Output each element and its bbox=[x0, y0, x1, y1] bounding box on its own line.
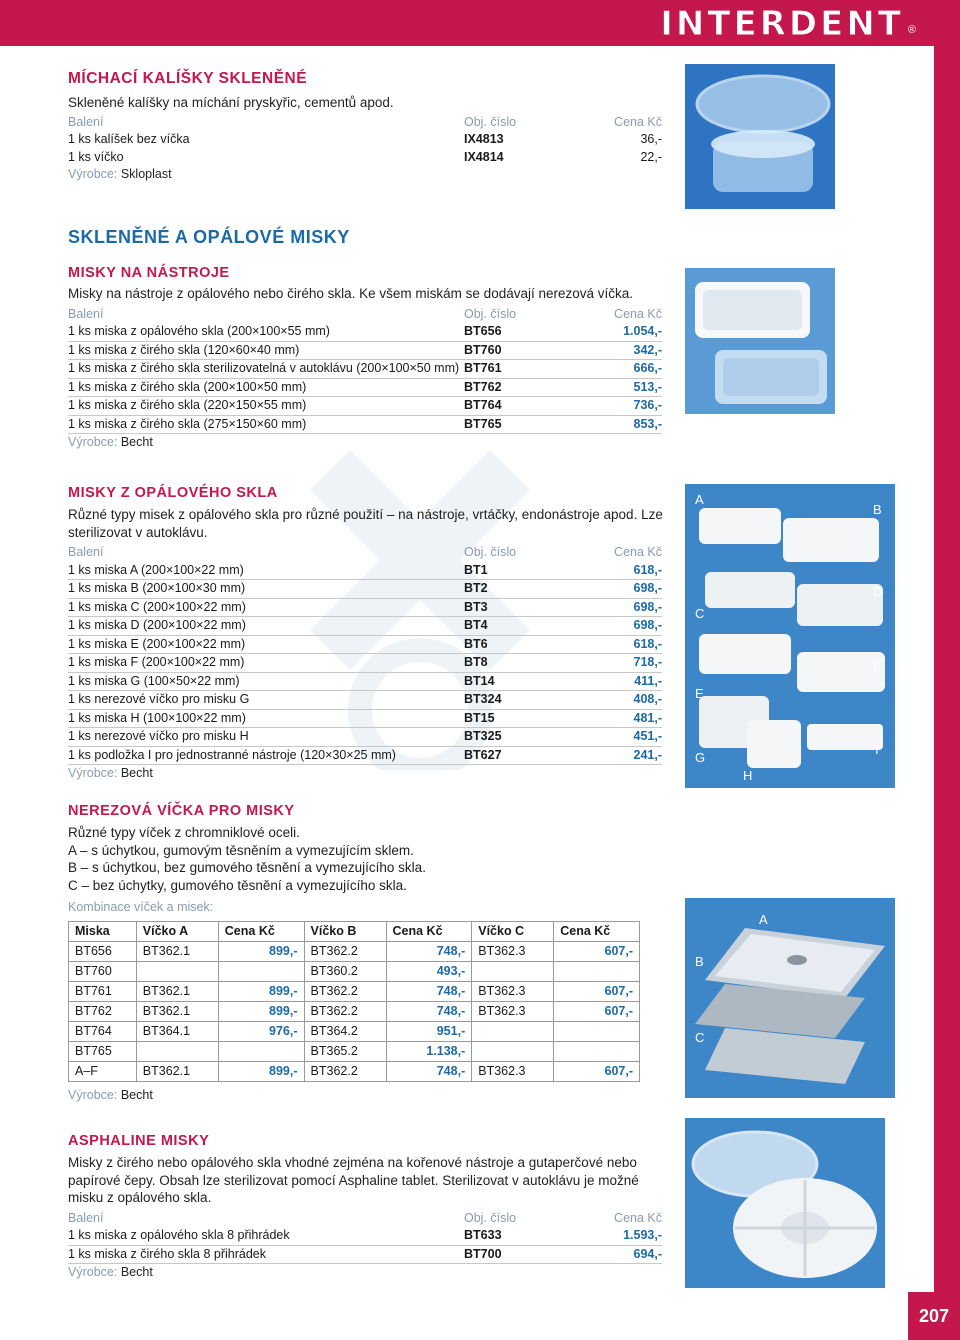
row-pack: 1 ks nerezové víčko pro misku G bbox=[68, 691, 464, 710]
col-head-price: Cena Kč bbox=[614, 114, 662, 129]
col-head-code: Obj. číslo bbox=[464, 114, 517, 129]
combo-cell: BT364.1 bbox=[136, 1021, 218, 1041]
image-label: E bbox=[695, 686, 704, 701]
combo-head: Miska bbox=[69, 921, 137, 941]
image-label: C bbox=[695, 606, 705, 621]
image-label: A bbox=[759, 912, 768, 927]
image-label: D bbox=[873, 584, 883, 599]
col-head-pack: Balení bbox=[68, 545, 104, 559]
combo-head: Víčko B bbox=[304, 921, 386, 941]
manufacturer: Výrobce: Becht bbox=[68, 1087, 153, 1102]
manufacturer: Výrobce: Skloplast bbox=[68, 167, 172, 181]
row-price: 736,- bbox=[582, 397, 662, 416]
row-code: BT3 bbox=[464, 598, 582, 617]
table-row bbox=[68, 691, 662, 710]
combo-cell: BT656 bbox=[69, 941, 137, 961]
combo-cell: BT362.1 bbox=[136, 1061, 218, 1081]
table-row bbox=[68, 709, 662, 728]
page-number: 207 bbox=[908, 1292, 960, 1340]
combo-cell: 1.138,- bbox=[386, 1041, 472, 1061]
row-code: BT760 bbox=[464, 341, 582, 360]
row-pack: 1 ks víčko bbox=[68, 149, 124, 164]
col-head-code: Obj. číslo bbox=[464, 306, 517, 321]
section-title: SKLENĚNÉ A OPÁLOVÉ MISKY bbox=[68, 227, 350, 247]
row-pack: 1 ks miska G (100×50×22 mm) bbox=[68, 672, 464, 691]
glass-trays-image bbox=[685, 268, 835, 414]
section-title: MÍCHACÍ KALÍŠKY SKLENĚNÉ bbox=[68, 70, 308, 87]
table-row bbox=[68, 617, 662, 636]
row-code: BT325 bbox=[464, 728, 582, 747]
row-price: 342,- bbox=[582, 341, 662, 360]
row-pack: 1 ks miska A (200×100×22 mm) bbox=[68, 562, 464, 580]
image-label: H bbox=[743, 768, 753, 783]
image-label: B bbox=[873, 502, 882, 517]
row-pack: 1 ks miska z opálového skla 8 přihrádek bbox=[68, 1227, 464, 1245]
table-row bbox=[68, 635, 662, 654]
row-price: 451,- bbox=[582, 728, 662, 747]
lids-desc-line: A – s úchytkou, gumovým těsněním a vymezujícím sklem. bbox=[68, 842, 414, 858]
combo-cell: BT360.2 bbox=[304, 961, 386, 981]
row-price: 853,- bbox=[582, 415, 662, 434]
section-description: Skleněné kalíšky na míchání pryskyřic, cementů apod. bbox=[68, 95, 394, 110]
image-label: I bbox=[875, 742, 879, 757]
section-description: Misky z čirého nebo opálového skla vhodné zejména na kořenové nástroje a gutaperčové nebo papírové čepy. Obsah lze sterilizovat pomocí Asphaline tablet. Sterilizovat v autoklávu je možné misku z opálového skla. bbox=[68, 1155, 639, 1205]
col-head-price: Cena Kč bbox=[614, 306, 662, 321]
combo-cell: BT762 bbox=[69, 1001, 137, 1021]
combo-cell bbox=[554, 1021, 640, 1041]
row-code: BT4 bbox=[464, 617, 582, 636]
glass-trays-illustration bbox=[685, 268, 835, 414]
combo-cell: BT362.3 bbox=[472, 1001, 554, 1021]
table-row bbox=[68, 654, 662, 673]
row-price: 1.054,- bbox=[582, 323, 662, 341]
combo-cell bbox=[472, 1021, 554, 1041]
combo-cell: BT362.3 bbox=[472, 941, 554, 961]
manufacturer: Výrobce: Becht bbox=[68, 766, 153, 780]
combo-cell bbox=[218, 1041, 304, 1061]
combo-head: Víčko A bbox=[136, 921, 218, 941]
table-row bbox=[68, 341, 662, 360]
steel-lids-illustration bbox=[685, 898, 895, 1098]
combo-cell: BT362.3 bbox=[472, 1061, 554, 1081]
row-pack: 1 ks miska z čirého skla (275×150×60 mm) bbox=[68, 415, 464, 434]
opal-dishes-image bbox=[685, 484, 895, 788]
combo-cell: 951,- bbox=[386, 1021, 472, 1041]
combo-row bbox=[69, 941, 640, 961]
combo-cell: BT362.2 bbox=[304, 941, 386, 961]
row-price: 241,- bbox=[582, 746, 662, 765]
combo-row bbox=[69, 1001, 640, 1021]
combo-cell: BT761 bbox=[69, 981, 137, 1001]
image-label: F bbox=[873, 660, 881, 675]
subsection-title: MISKY NA NÁSTROJE bbox=[68, 265, 230, 281]
opal-dishes-illustration bbox=[685, 484, 895, 788]
asphaline-illustration bbox=[685, 1118, 885, 1288]
table-row bbox=[68, 360, 662, 379]
combo-cell: BT764 bbox=[69, 1021, 137, 1041]
price-table bbox=[68, 114, 662, 167]
combo-cell: BT365.2 bbox=[304, 1041, 386, 1061]
combo-cell bbox=[472, 1041, 554, 1061]
row-price: 1.593,- bbox=[582, 1227, 662, 1245]
row-pack: 1 ks miska z čirého skla sterilizovatelná v autoklávu (200×100×50 mm) bbox=[68, 360, 464, 379]
row-pack: 1 ks miska z čirého skla (220×150×55 mm) bbox=[68, 397, 464, 416]
combo-row bbox=[69, 1041, 640, 1061]
combo-table bbox=[68, 921, 640, 1082]
section-opal bbox=[68, 484, 668, 783]
row-code: BT14 bbox=[464, 672, 582, 691]
row-price: 411,- bbox=[582, 672, 662, 691]
combo-cell: 607,- bbox=[554, 1001, 640, 1021]
table-row bbox=[68, 149, 662, 167]
asphaline-dish-image bbox=[685, 1118, 885, 1288]
combo-cell: BT362.1 bbox=[136, 981, 218, 1001]
row-pack: 1 ks miska z čirého skla 8 přihrádek bbox=[68, 1245, 464, 1264]
combo-cell: BT765 bbox=[69, 1041, 137, 1061]
combo-cell: 607,- bbox=[554, 1061, 640, 1081]
row-price: 408,- bbox=[582, 691, 662, 710]
combo-cell: 899,- bbox=[218, 941, 304, 961]
row-price: 513,- bbox=[582, 378, 662, 397]
row-pack: 1 ks miska C (200×100×22 mm) bbox=[68, 598, 464, 617]
row-code: BT700 bbox=[464, 1245, 582, 1264]
combo-cell: 899,- bbox=[218, 1061, 304, 1081]
image-label: C bbox=[695, 1030, 705, 1045]
row-code: BT1 bbox=[464, 562, 582, 580]
row-pack: 1 ks miska z opálového skla (200×100×55 mm) bbox=[68, 323, 464, 341]
manufacturer: Výrobce: Becht bbox=[68, 435, 153, 449]
table-row bbox=[68, 746, 662, 765]
table-row bbox=[68, 323, 662, 341]
row-pack: 1 ks podložka I pro jednostranné nástroje (120×30×25 mm) bbox=[68, 746, 464, 765]
section-dishes bbox=[68, 226, 668, 452]
row-price: 481,- bbox=[582, 709, 662, 728]
table-row bbox=[68, 1227, 662, 1245]
combo-cell: 607,- bbox=[554, 981, 640, 1001]
row-pack: 1 ks miska H (100×100×22 mm) bbox=[68, 709, 464, 728]
row-code: BT656 bbox=[464, 323, 582, 341]
combo-head: Cena Kč bbox=[386, 921, 472, 941]
section-lids bbox=[68, 802, 668, 1104]
combo-cell: BT362.1 bbox=[136, 1001, 218, 1021]
combo-cell: 748,- bbox=[386, 1001, 472, 1021]
row-code: BT762 bbox=[464, 378, 582, 397]
row-code: BT324 bbox=[464, 691, 582, 710]
row-price: 618,- bbox=[582, 635, 662, 654]
section-description: Misky na nástroje z opálového nebo čirého skla. Ke všem miskám se dodávají nerezová víčka. bbox=[68, 286, 634, 301]
row-code: IX4814 bbox=[464, 149, 504, 164]
price-table bbox=[68, 544, 662, 765]
lids-desc-line: C – bez úchytky, gumového těsnění a vymezujícího skla. bbox=[68, 877, 407, 893]
table-row bbox=[68, 131, 662, 149]
section-glass-cups bbox=[68, 70, 668, 184]
combo-row bbox=[69, 1061, 640, 1081]
top-bar bbox=[0, 0, 960, 46]
row-pack: 1 ks miska z čirého skla (200×100×50 mm) bbox=[68, 378, 464, 397]
row-code: BT627 bbox=[464, 746, 582, 765]
col-head-code: Obj. číslo bbox=[464, 1210, 517, 1225]
combo-head: Víčko C bbox=[472, 921, 554, 941]
combo-cell: BT362.3 bbox=[472, 981, 554, 1001]
combo-cell bbox=[472, 961, 554, 981]
row-pack: 1 ks miska E (200×100×22 mm) bbox=[68, 635, 464, 654]
col-head-pack: Balení bbox=[68, 306, 104, 321]
row-code: BT633 bbox=[464, 1227, 582, 1245]
combo-head-row bbox=[69, 921, 640, 941]
row-code: BT2 bbox=[464, 580, 582, 599]
row-price: 698,- bbox=[582, 598, 662, 617]
combo-cell: 748,- bbox=[386, 981, 472, 1001]
image-label: G bbox=[695, 750, 706, 765]
combo-cell bbox=[554, 1041, 640, 1061]
row-price: 22,- bbox=[640, 149, 662, 164]
combo-cell: 748,- bbox=[386, 1061, 472, 1081]
section-description: Různé typy misek z opálového skla pro různé použití – na nástroje, vrtáčky, endonástroje apod. Lze sterilizovat v autoklávu. bbox=[68, 507, 663, 540]
image-label: A bbox=[695, 492, 704, 507]
price-table bbox=[68, 306, 662, 435]
combo-row bbox=[69, 961, 640, 981]
row-code: BT765 bbox=[464, 415, 582, 434]
row-price: 698,- bbox=[582, 580, 662, 599]
combo-cell: BT362.2 bbox=[304, 981, 386, 1001]
row-pack: 1 ks kalíšek bez víčka bbox=[68, 132, 190, 146]
combo-row bbox=[69, 1021, 640, 1041]
combo-cell: 976,- bbox=[218, 1021, 304, 1041]
row-code: BT764 bbox=[464, 397, 582, 416]
row-code: BT6 bbox=[464, 635, 582, 654]
table-row bbox=[68, 728, 662, 747]
row-price: 36,- bbox=[640, 132, 662, 146]
glass-cup-illustration bbox=[685, 64, 835, 209]
combo-cell bbox=[136, 1041, 218, 1061]
combo-cell bbox=[554, 961, 640, 981]
table-row bbox=[68, 562, 662, 580]
section-title: NEREZOVÁ VÍČKA PRO MISKY bbox=[68, 803, 295, 819]
combo-cell: BT362.2 bbox=[304, 1061, 386, 1081]
section-asphaline bbox=[68, 1132, 668, 1282]
col-head-pack: Balení bbox=[68, 114, 104, 129]
col-head-price: Cena Kč bbox=[614, 1210, 662, 1225]
col-head-pack: Balení bbox=[68, 1210, 104, 1225]
brand-logo: INTERDENT bbox=[660, 4, 904, 44]
row-pack: 1 ks miska F (200×100×22 mm) bbox=[68, 654, 464, 673]
row-code: IX4813 bbox=[464, 132, 504, 146]
section-title: MISKY Z OPÁLOVÉHO SKLA bbox=[68, 485, 278, 501]
right-bar bbox=[934, 46, 960, 1340]
steel-lids-image bbox=[685, 898, 895, 1098]
combo-cell: BT362.1 bbox=[136, 941, 218, 961]
row-price: 694,- bbox=[582, 1245, 662, 1264]
table-row bbox=[68, 580, 662, 599]
manufacturer: Výrobce: Becht bbox=[68, 1265, 153, 1279]
row-price: 698,- bbox=[582, 617, 662, 636]
combo-cell: BT760 bbox=[69, 961, 137, 981]
combo-cell bbox=[136, 961, 218, 981]
combo-cell: 899,- bbox=[218, 981, 304, 1001]
row-code: BT15 bbox=[464, 709, 582, 728]
combo-cell bbox=[218, 961, 304, 981]
combo-cell: BT364.2 bbox=[304, 1021, 386, 1041]
glass-cup-image bbox=[685, 64, 835, 209]
row-code: BT761 bbox=[464, 360, 582, 379]
price-table bbox=[68, 1210, 662, 1265]
row-price: 618,- bbox=[582, 562, 662, 580]
row-code: BT8 bbox=[464, 654, 582, 673]
table-row bbox=[68, 672, 662, 691]
brand-registered-mark: ® bbox=[907, 24, 916, 36]
combo-cell: 748,- bbox=[386, 941, 472, 961]
row-pack: 1 ks miska z čirého skla (120×60×40 mm) bbox=[68, 341, 464, 360]
table-row bbox=[68, 397, 662, 416]
combo-cell: BT362.2 bbox=[304, 1001, 386, 1021]
combo-cell: 607,- bbox=[554, 941, 640, 961]
table-row bbox=[68, 1245, 662, 1264]
col-head-code: Obj. číslo bbox=[464, 545, 517, 559]
image-label: B bbox=[695, 954, 704, 969]
lids-desc-line: B – s úchytkou, bez gumového těsnění a vymezujícího skla. bbox=[68, 860, 426, 875]
row-pack: 1 ks miska D (200×100×22 mm) bbox=[68, 617, 464, 636]
combo-row bbox=[69, 981, 640, 1001]
section-title: ASPHALINE MISKY bbox=[68, 1133, 210, 1149]
row-price: 666,- bbox=[582, 360, 662, 379]
combo-cell: A–F bbox=[69, 1061, 137, 1081]
lids-desc-line: Různé typy víček z chromniklové oceli. bbox=[68, 825, 300, 840]
combo-head: Cena Kč bbox=[554, 921, 640, 941]
row-pack: 1 ks nerezové víčko pro misku H bbox=[68, 728, 464, 747]
combo-cell: 493,- bbox=[386, 961, 472, 981]
row-pack: 1 ks miska B (200×100×30 mm) bbox=[68, 580, 464, 599]
combo-cell: 899,- bbox=[218, 1001, 304, 1021]
table-row bbox=[68, 378, 662, 397]
table-row bbox=[68, 415, 662, 434]
table-row bbox=[68, 598, 662, 617]
col-head-price: Cena Kč bbox=[614, 545, 662, 559]
combo-head: Cena Kč bbox=[218, 921, 304, 941]
combo-label: Kombinace víček a misek: bbox=[68, 900, 214, 914]
row-price: 718,- bbox=[582, 654, 662, 673]
